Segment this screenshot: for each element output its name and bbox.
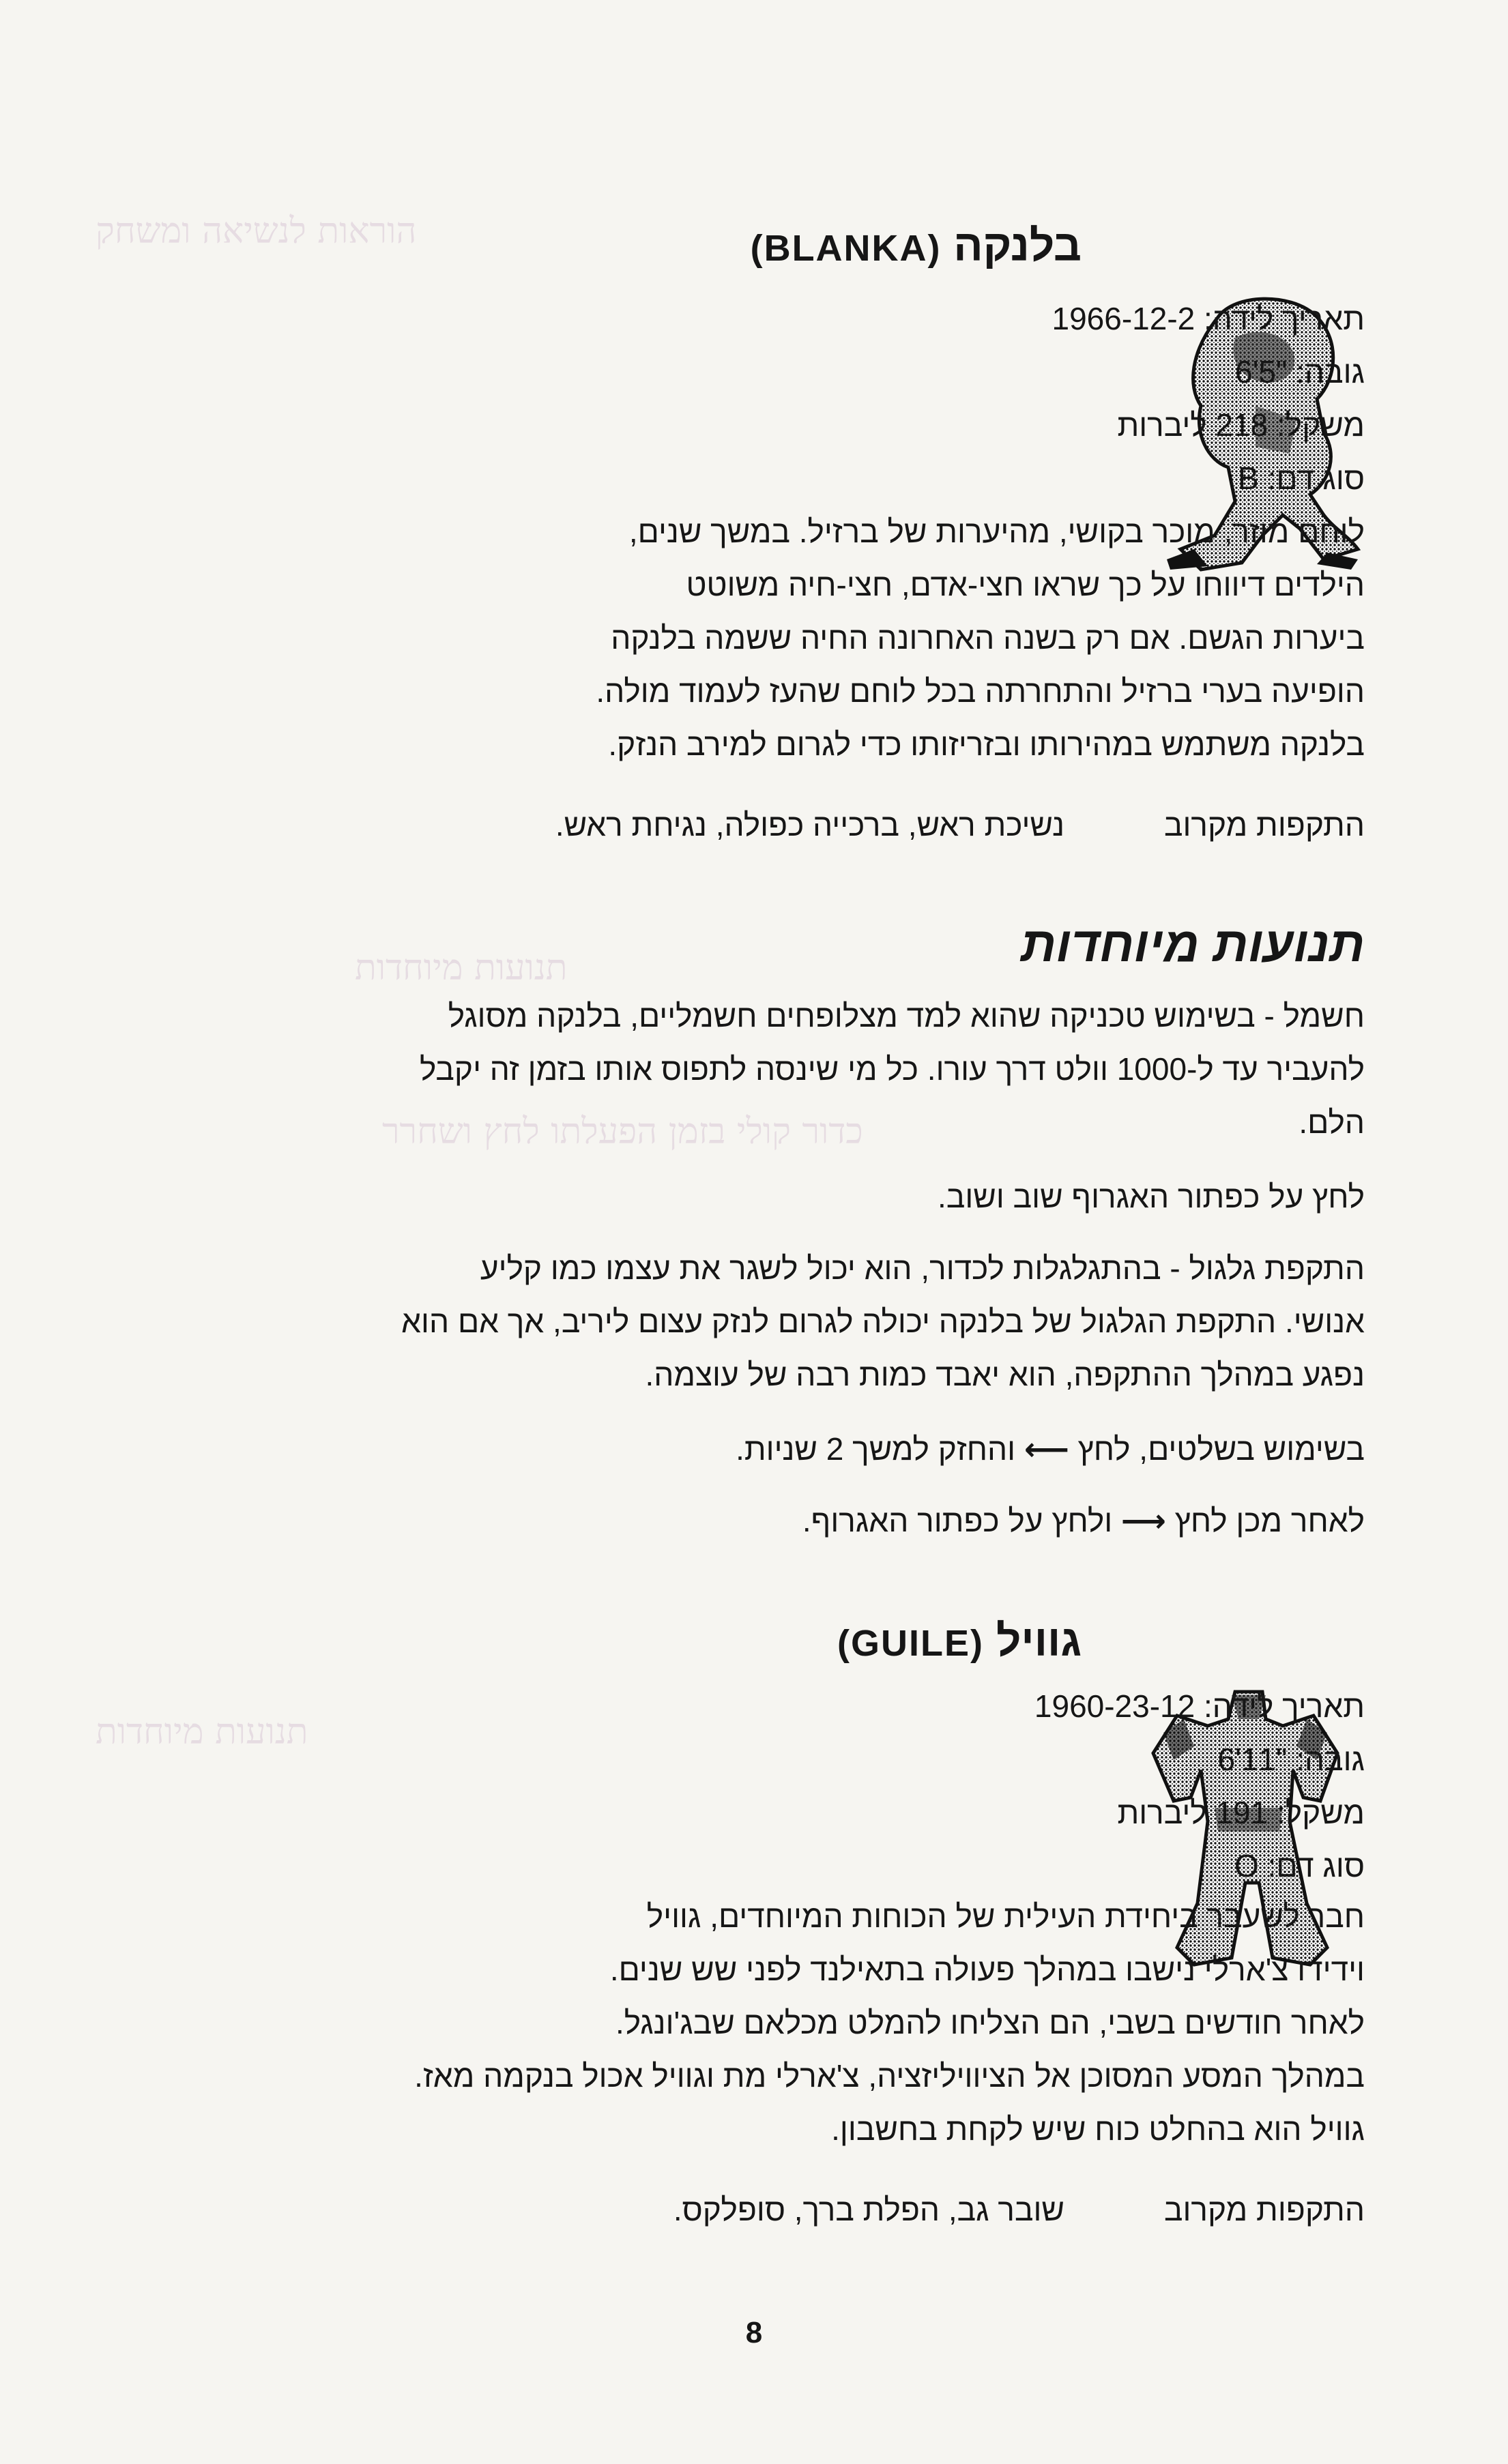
electric-instruction-text: לחץ על כפתור האגרוף שוב ושוב. [938, 1179, 1365, 1214]
bio-line: חבר לשעבר ביחידת העילית של הכוחות המיוחדים, גוויל [646, 1898, 1365, 1934]
roll-line: נפגע במהלך ההתקפה, הוא יאבד כמות רבה של עוצמה. [645, 1357, 1365, 1392]
stat-blood-type: סוג דם: B [1238, 460, 1365, 496]
bio-line: הופיעה בערי ברזיל והתחרתה בכל לוחם שהעז לעמוד מולה. [596, 673, 1365, 709]
electric-instruction [938, 1170, 1365, 1223]
bio-line: לאחר חודשים בשבי, הם הצליחו להמלט מכלאם שבג'ונגל. [615, 2005, 1365, 2040]
guile-name-hebrew: גוויל [996, 1616, 1082, 1665]
arrow-right-icon: ⟶ [1120, 1502, 1166, 1539]
blanka-heading [751, 218, 1082, 276]
bio-line: ביערות הגשם. אם רק בשנה האחרונה החיה ששמה בלנקה [611, 620, 1365, 656]
guile-stats [1034, 1680, 1365, 1892]
close-attacks-value: שובר גב, הפלת ברך, סופלקס. [673, 2192, 1064, 2227]
electric-move [143, 989, 1365, 1149]
stat-height: גובה: "5'6 [1235, 354, 1365, 390]
roll-step-2-text: לאחר מכן לחץ [1174, 1503, 1365, 1538]
bio-line: וידידו צ'ארלי נישבו במהלך פעולה בתאילנד לפני שש שנים. [609, 1952, 1365, 1987]
electric-line: להעביר עד ל-1000 וולט דרך עורו. כל מי שינסה לתפוס אותו בזמן זה יקבל [419, 1051, 1365, 1087]
bio-line: לוחם מוזר, מוכר בקושי, מהיערות של ברזיל. במשך שנים, [628, 514, 1365, 549]
electric-line: חשמל - בשימוש טכניקה שהוא למד מצלופחים חשמליים, בלנקה מסוגל [448, 998, 1365, 1033]
bio-line: בלנקה משתמש במהירותו ובזריזותו כדי לגרום למירב הנזק. [608, 727, 1365, 762]
stat-birthdate: תאריך לידה: 1966-12-2 [1052, 301, 1365, 336]
blanka-name-english: (BLANKA) [750, 228, 942, 269]
bio-line: במהלך המסע המסוכן אל הציוויליזציה, צ'ארלי מת וגוויל אכול בנקמה מאז. [414, 2058, 1365, 2094]
bleed-through-text: תנועות מיוחדות [96, 1712, 308, 1752]
arrow-left-icon: ⟵ [1024, 1431, 1069, 1467]
guile-name-english: (GUILE) [837, 1623, 985, 1664]
roll-line: אנושי. התקפת הגלגול של בלנקה יכולה לגרום לנזק עצום ליריב, אך אם הוא [401, 1304, 1365, 1339]
stat-blood-type: סוג דם: O [1234, 1848, 1365, 1883]
roll-step-1-text: והחזק למשך 2 שניות. [736, 1431, 1016, 1467]
guile-heading [837, 1613, 1082, 1671]
roll-step-2 [802, 1494, 1365, 1547]
stat-birthdate: תאריך לידה: 1960-23-12 [1034, 1688, 1365, 1724]
guile-bio [143, 1890, 1365, 2156]
stat-height: גובה: "11'6 [1217, 1742, 1365, 1777]
roll-step-1 [736, 1422, 1365, 1476]
bleed-through-text: כדור קולי בזמן הפעלתו לחץ ושחרר [382, 1111, 863, 1152]
roll-line: התקפת גלגול - בהתגלגלות לכדור, הוא יכול לשגר את עצמו כמו קליע [480, 1250, 1365, 1286]
roll-step-1-text: בשימוש בשלטים, לחץ [1077, 1431, 1365, 1467]
blanka-name-hebrew: בלנקה [953, 221, 1082, 270]
bleed-through-text: תנועות מיוחדות [355, 948, 568, 988]
close-attacks-label: התקפות מקרוב [1163, 2192, 1365, 2227]
stat-weight: משקל: 191 ליברות [1117, 1795, 1365, 1830]
close-attacks-label: התקפות מקרוב [1163, 807, 1365, 842]
blanka-stats [1052, 292, 1365, 505]
close-attacks-value: נשיכת ראש, ברכייה כפולה, נגיחת ראש. [555, 807, 1064, 842]
bleed-through-text: הוראות לנשיאה ומשחק [96, 211, 417, 252]
roll-attack-move [143, 1242, 1365, 1401]
electric-line: הלם. [1299, 1104, 1365, 1140]
bio-line: גוויל הוא בהחלט כוח שיש לקחת בחשבון. [831, 2111, 1365, 2147]
page-number: 8 [745, 2316, 763, 2349]
roll-step-2-text: ולחץ על כפתור האגרוף. [802, 1503, 1113, 1538]
special-moves-heading: תנועות מיוחדות [1021, 918, 1365, 972]
bio-line: הילדים דיווחו על כך שראו חצי-אדם, חצי-חיה משוטט [686, 567, 1365, 602]
blanka-bio [143, 505, 1365, 771]
stat-weight: משקל: 218 ליברות [1117, 407, 1365, 443]
